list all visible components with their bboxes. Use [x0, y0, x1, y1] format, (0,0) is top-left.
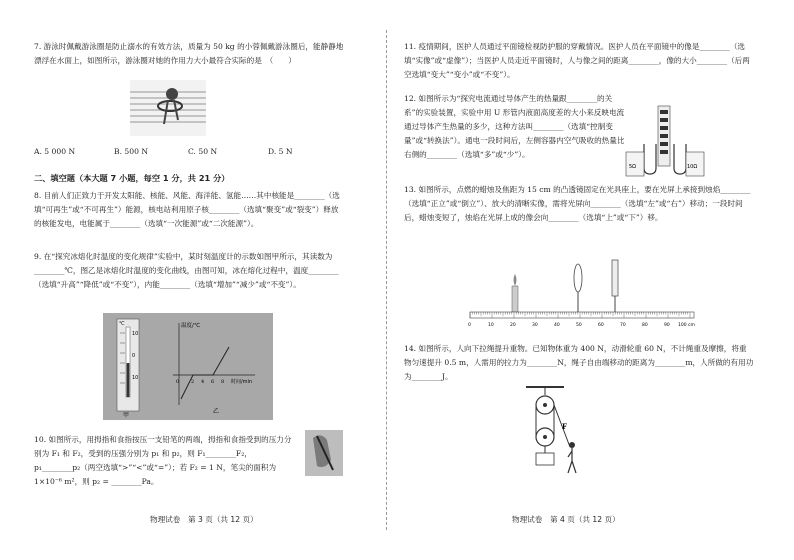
- ruler-tick-label: 70: [620, 323, 626, 328]
- graph-x-tick: 8: [221, 379, 225, 385]
- question-14: [404, 342, 754, 384]
- optical-bench-figure: [464, 256, 704, 330]
- ruler-tick-label: 100 cm: [678, 323, 695, 328]
- graph-x-label: 时间/min: [231, 379, 253, 385]
- ruler-tick-label: 60: [598, 323, 604, 328]
- question-9-text: 9. 在“探究冰熔化时温度的变化规律”实验中，某时刻温度计的示数如图甲所示，其读数为________℃，图乙是冰熔化时温度的变化曲线，由图可知，冰在熔化过程中，温度________（选填“升高”“降低”或“不变”），内能________（选填“增加”“减少”或“不变”）。: [34, 252, 339, 289]
- question-9: [34, 250, 344, 292]
- question-11-text: 11. 疫情期间，医护人员通过平面镜检视防护服的穿戴情况。医护人员在平面镜中的像是________（选填“实像”或“虚像”）；当医护人员走近平面镜时，人与像之间的距离________，像的大小________（后两空选填“变大”“变小”或“不变”）。: [404, 42, 750, 79]
- force-label: F: [562, 422, 567, 431]
- thermometer-label: 甲: [123, 412, 130, 419]
- ruler-tick-label: 50: [576, 323, 582, 328]
- question-12-text: 12. 如图所示为“探究电流通过导体产生的热量跟________的关系”的实验装置，实验中用 U 形管内液面高度差的大小来反映电流通过导体产生热量的多少，这种方法叫________（选填“控制变量”或“转换法”）。通电一段时间后，左侧容器内空气吸收的热量比右侧的________（选填“多”或“少”）。: [404, 94, 625, 159]
- thermometer-tick-bottom: 10: [132, 375, 139, 381]
- graph-x-tick: 6: [211, 379, 215, 385]
- ruler-tick-label: 0: [468, 323, 471, 328]
- question-8-text: 8. 目前人们正致力于开发太阳能、核能、风能、海洋能、氢能……其中核能是________（选填“可再生”或“不可再生”）能源，核电站利用原子核________（选填“聚变”或“裂变”）释放的核能发电，电能属于________（选填“一次能源”或“二次能源”）。: [34, 191, 340, 228]
- ruler-tick-label: 90: [664, 323, 670, 328]
- option-d[interactable]: D. 5 N: [268, 147, 293, 156]
- left-resistor-label: 5Ω: [629, 164, 637, 170]
- question-7-text: 7. 游泳时佩戴游泳圈是防止溺水的有效方法，质量为 50 kg 的小蓉佩戴游泳圈后，能静静地漂浮在水面上，如图所示，游泳圈对她的作用力大小最符合实际的是 （ ）: [34, 42, 344, 65]
- ice-melting-figure: [103, 313, 273, 420]
- ruler-tick-label: 40: [554, 323, 560, 328]
- joule-heating-figure: [624, 104, 706, 182]
- thermometer-tick-zero: 0: [132, 353, 136, 359]
- graph-x-tick: 2: [191, 379, 195, 385]
- section-2-heading: 二、填空题（本大题 7 小题，每空 1 分，共 21 分）: [34, 173, 230, 183]
- question-7: [34, 40, 344, 68]
- question-7-options: [34, 147, 344, 156]
- question-10: [34, 433, 298, 489]
- right-page: [398, 0, 794, 560]
- option-c[interactable]: C. 50 N: [188, 147, 218, 156]
- pencil-hand-figure: [305, 430, 343, 476]
- option-a[interactable]: A. 5 000 N: [34, 147, 76, 156]
- ruler-tick-label: 20: [510, 323, 516, 328]
- question-8: [34, 189, 344, 231]
- question-14-text: 14. 如图所示，人向下拉绳提升重物。已知物体重为 400 N，动滑轮重 60 N，不计绳重及摩擦，将重物匀速提升 0.5 m，人需用的拉力为________N，绳子自由端移动的距离为________m，人所做的有用功为________J。: [404, 344, 754, 381]
- question-12: [404, 92, 628, 162]
- pulley-figure: [524, 385, 584, 477]
- graph-y-label: 温度/℃: [181, 323, 201, 329]
- left-page: [0, 0, 380, 560]
- ruler-tick-label: 80: [642, 323, 648, 328]
- question-11: [404, 40, 754, 82]
- right-resistor-label: 10Ω: [687, 164, 698, 170]
- question-13: [404, 183, 754, 225]
- page-divider: [386, 30, 387, 530]
- ruler-tick-label: 30: [532, 323, 538, 328]
- right-footer: 物理试卷 第 4 页（共 12 页）: [512, 515, 620, 524]
- question-13-text: 13. 如图所示，点燃的蜡烛及焦距为 15 cm 的凸透镜固定在光具座上，要在光屏上承接到烛焰________（选填“正立”或“倒立”）、放大的清晰实像，需将光屏向________（选填“左”或“右”）移动；一段时间后，蜡烛变短了，烛焰在光屏上成的像会向________（选填“上”或“下”）移。: [404, 185, 751, 222]
- graph-x-tick: 0: [176, 379, 180, 385]
- question-10-text: 10. 如图所示，用拇指和食指按压一支铅笔的两端，拇指和食指受到的压力分别为 F₁ 和 F₂，受到的压强分别为 p₁ 和 p₂，则 F₁________F₂，p₁________p₂（两空选填“>”“<”或“=”）；若 F₂ = 1 N，笔尖的面积为 1×10⁻⁶ m²，则 p₂ = ________Pa。: [34, 435, 292, 486]
- thermometer-tick-top: 10: [132, 331, 139, 337]
- left-footer: 物理试卷 第 3 页（共 12 页）: [150, 515, 258, 524]
- option-b[interactable]: B. 500 N: [114, 147, 148, 156]
- ruler-tick-label: 10: [488, 323, 494, 328]
- swimmer-figure: [130, 80, 206, 136]
- graph-x-tick: 4: [201, 379, 205, 385]
- graph-label: 乙: [213, 408, 220, 415]
- thermometer-unit: ℃: [119, 321, 125, 327]
